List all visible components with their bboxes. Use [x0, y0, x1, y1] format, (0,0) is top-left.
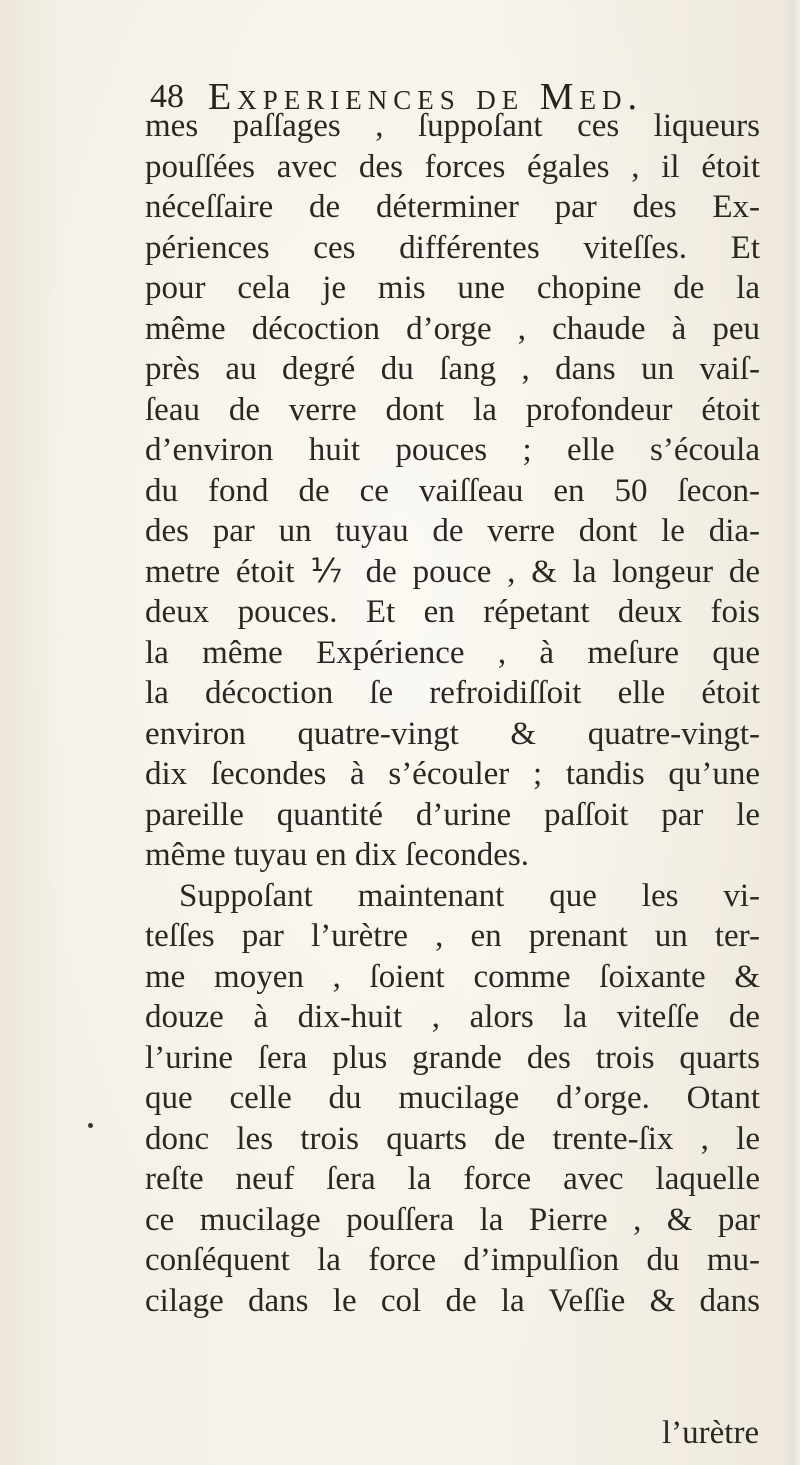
text-line: cilage dans le col de la Veſſie & dans	[145, 1282, 760, 1319]
text-line: me moyen , ſoient comme ſoixante &	[145, 958, 760, 995]
text-line: la même Expérience , à meſure que	[145, 634, 760, 671]
body-text	[145, 106, 760, 1321]
ink-speck	[88, 1123, 93, 1128]
text-line: périences ces différentes viteſſes. Et	[145, 229, 760, 266]
text-line: douze à dix-huit , alors la viteſſe de	[145, 999, 760, 1035]
text-line: néceſſaire de déterminer par des Ex-	[145, 189, 760, 225]
text-line: metre étoit ⅐ de pouce , & la longeur de	[145, 553, 760, 590]
text-line: l’urine ſera plus grande des trois quarts	[145, 1039, 760, 1076]
text-line: ſeau de verre dont la profondeur étoit	[145, 391, 760, 428]
text-line: d’environ huit pouces ; elle s’écoula	[145, 432, 760, 468]
text-line: dix ſecondes à s’écouler ; tandis qu’une	[145, 756, 760, 792]
text-line: près au degré du ſang , dans un vaiſ-	[145, 351, 760, 387]
text-line: du fond de ce vaiſſeau en 50 ſecon-	[145, 472, 760, 509]
text-line: deux pouces. Et en répetant deux fois	[145, 594, 760, 630]
text-line: même tuyau en dix ſecondes.	[145, 837, 529, 873]
text-line: teſſes par l’urètre , en prenant un ter-	[145, 918, 760, 954]
text-line: des par un tuyau de verre dont le dia-	[145, 513, 760, 549]
text-line: mes paſſages , ſuppoſant ces liqueurs	[145, 108, 760, 144]
page-number: 48	[150, 78, 184, 115]
text-line: pareille quantité d’urine paſſoit par le	[145, 796, 760, 833]
catchword: l’urètre	[662, 1415, 760, 1451]
text-line: la décoction ſe refroidiſſoit elle étoit	[145, 675, 760, 711]
text-line: conſéquent la force d’impulſion du mu-	[145, 1242, 760, 1278]
text-line: donc les trois quarts de trente-ſix , le	[145, 1120, 760, 1157]
running-title: Experiences de Med.	[208, 76, 643, 118]
text-line: environ quatre-vingt & quatre-vingt-	[145, 715, 760, 752]
text-line: que celle du mucilage d’orge. Otant	[145, 1080, 760, 1116]
text-line: ce mucilage pouſſera la Pierre , & par	[145, 1201, 760, 1238]
text-line: reſte neuf ſera la force avec laquelle	[145, 1161, 760, 1197]
text-line: Suppoſant maintenant que les vi-	[179, 877, 760, 914]
page-edge	[782, 0, 800, 1465]
text-line: pour cela je mis une chopine de la	[145, 270, 760, 306]
text-line: pouſſées avec des forces égales , il étoit	[145, 148, 760, 185]
text-line: même décoction d’orge , chaude à peu	[145, 310, 760, 347]
